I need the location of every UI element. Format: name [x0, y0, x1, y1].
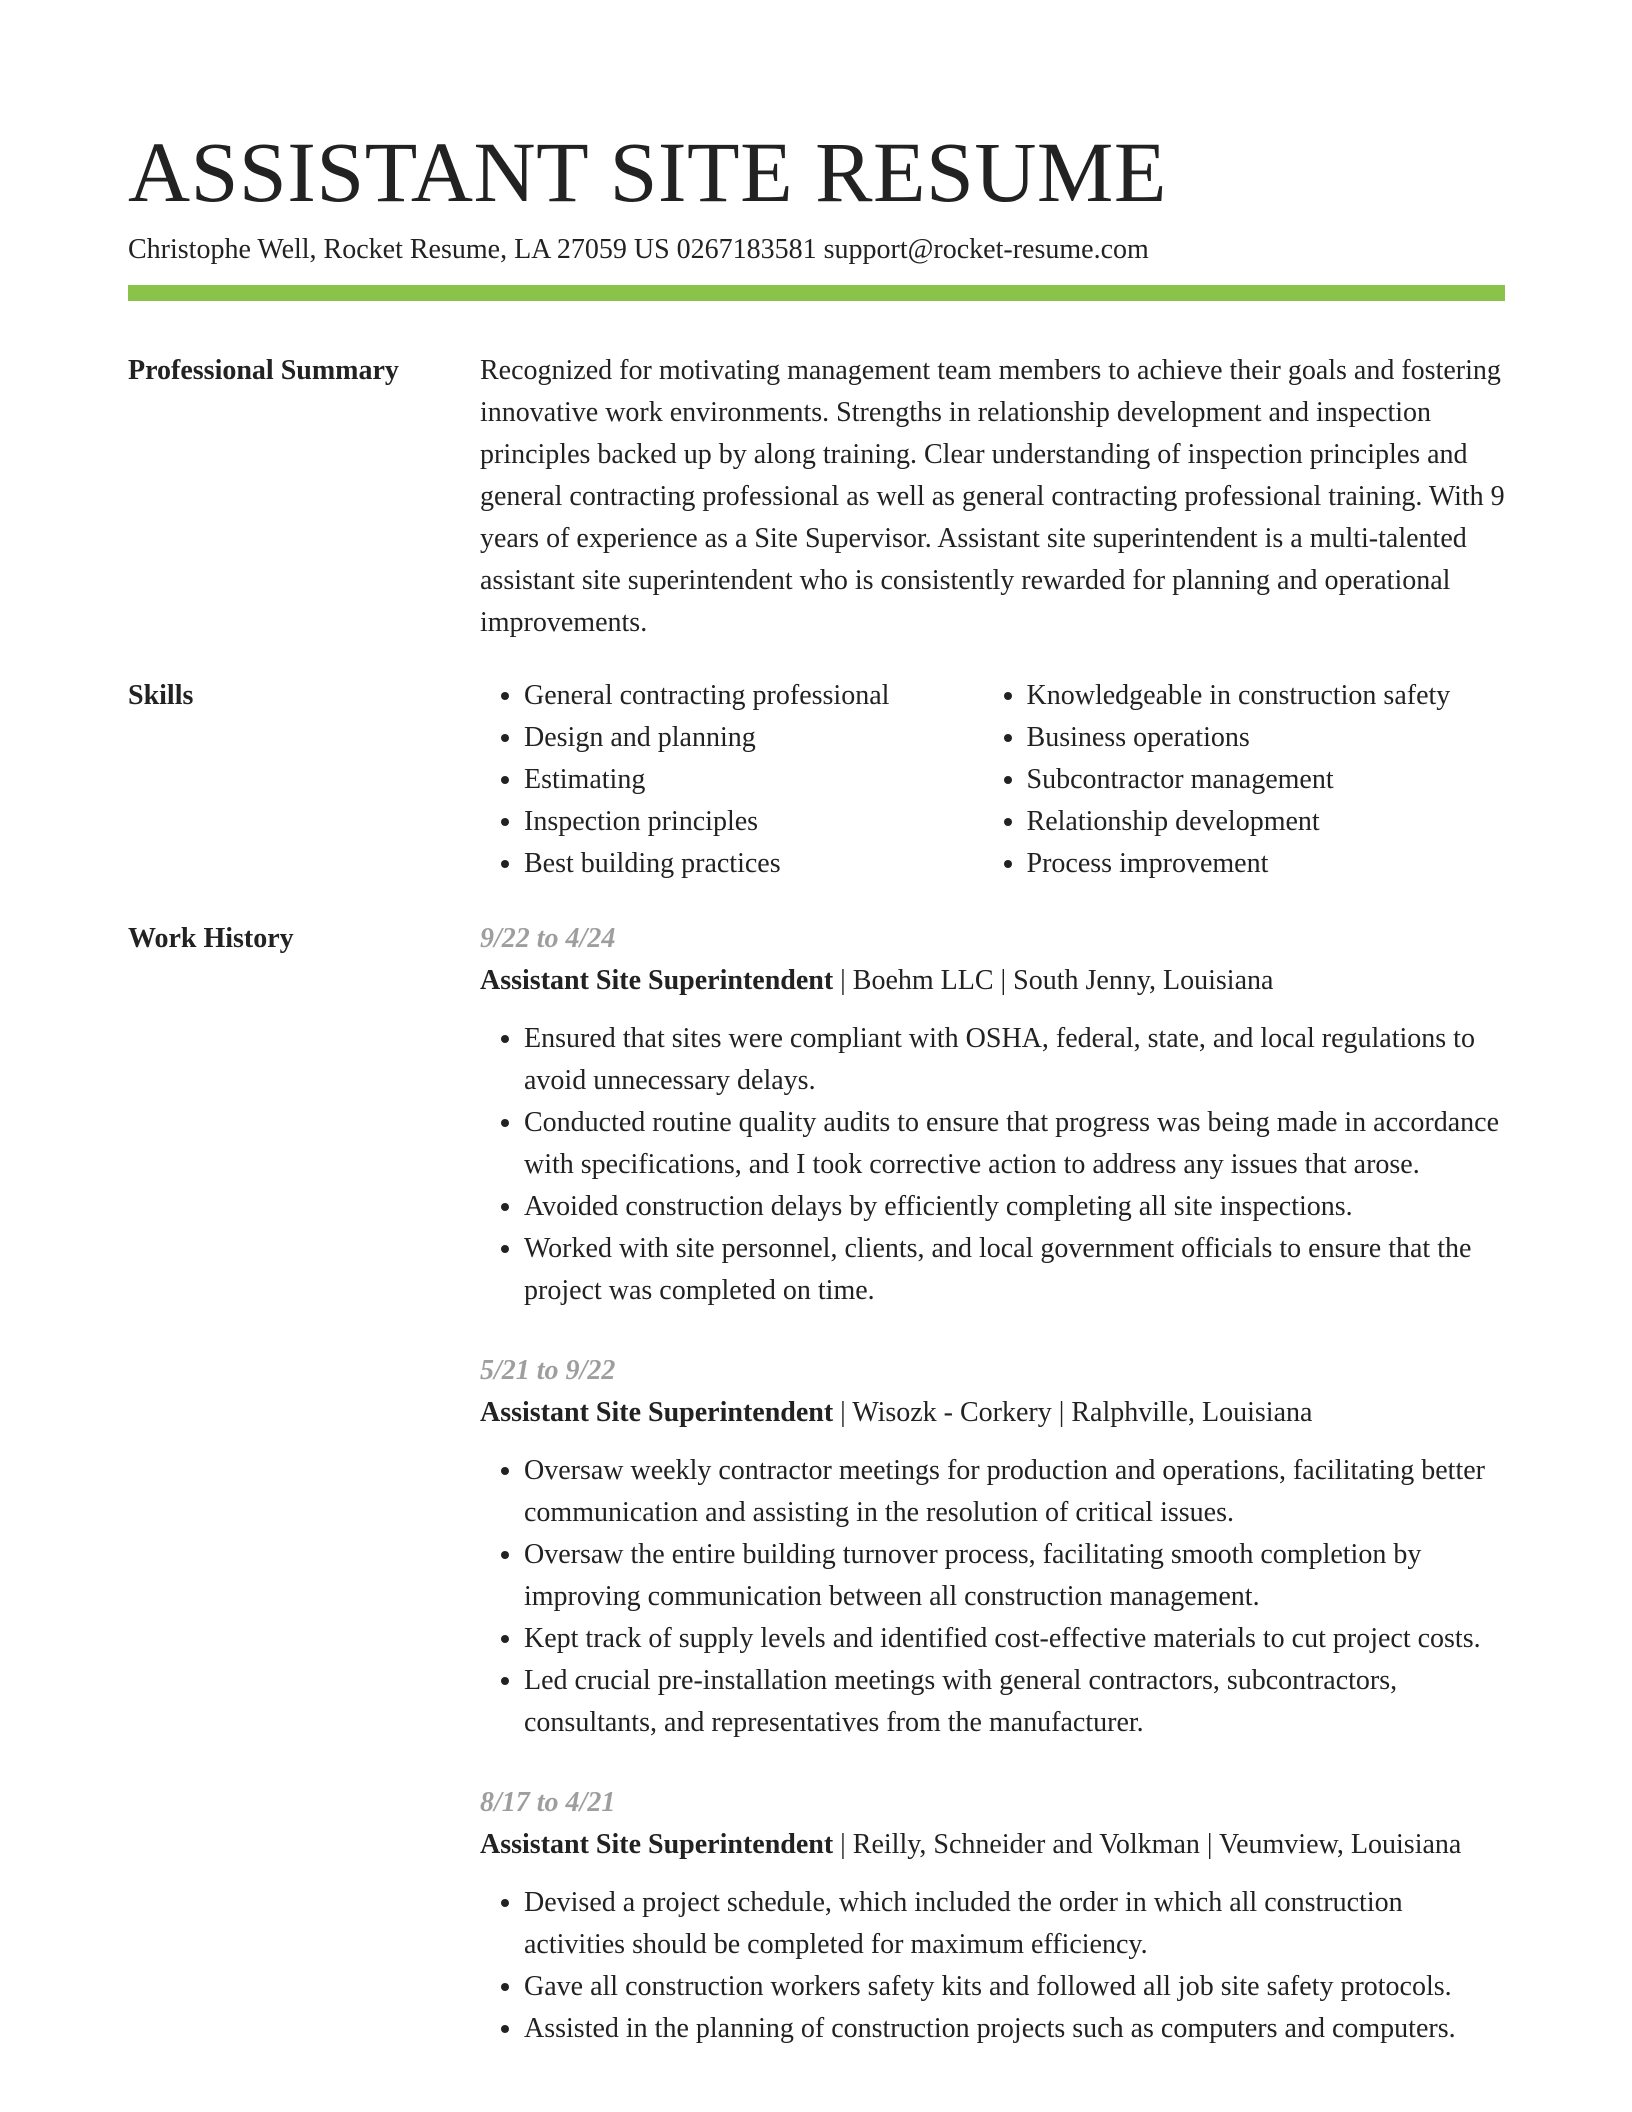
job-heading [480, 960, 1505, 1002]
skill-item: • Design and planning [524, 717, 983, 759]
skills-body [480, 675, 1505, 885]
job-bullet: • Avoided construction delays by efficiently completing all site inspections. [524, 1186, 1505, 1228]
skills-list-left [480, 675, 983, 885]
job-title: Assistant Site Superintendent [480, 1829, 834, 1860]
job-entry [480, 1782, 1505, 2050]
skill-item: • Process improvement [1027, 843, 1505, 885]
job-bullet: • Worked with site personnel, clients, and local government officials to ensure that the project was completed on time. [524, 1228, 1505, 1312]
summary-body [480, 350, 1505, 644]
summary-text: Recognized for motivating management team members to achieve their goals and fostering innovative work environments. Strengths in relationship development and inspection principles backed up by along training. Clear understanding of inspection principles and general contracting professional as well as general contracting professional training. With 9 years of experience as a Site Supervisor. Assistant site superintendent is a multi-talented assistant site superintendent who is consistently rewarded for planning and operational improvements. [480, 355, 1505, 638]
job-bullet: • Ensured that sites were compliant with OSHA, federal, state, and local regulations to avoid unnecessary delays. [524, 1018, 1505, 1102]
job-dates: 8/17 to 4/21 [480, 1787, 616, 1818]
job-heading [480, 1392, 1505, 1434]
skills-columns [480, 675, 1505, 885]
job-heading [480, 1824, 1505, 1866]
skill-item: • General contracting professional [524, 675, 983, 717]
job-bullet: • Oversaw the entire building turnover process, facilitating smooth completion by improving communication between all construction management. [524, 1534, 1505, 1618]
job-details: | Boehm LLC | South Jenny, Louisiana [833, 965, 1274, 996]
job-entry [480, 1350, 1505, 1744]
section-label-work-history: Work History [128, 923, 294, 954]
skill-item: • Knowledgeable in construction safety [1027, 675, 1505, 717]
skill-item: • Relationship development [1027, 801, 1505, 843]
job-dates: 5/21 to 9/22 [480, 1355, 616, 1386]
skill-item: • Subcontractor management [1027, 759, 1505, 801]
skill-item: • Business operations [1027, 717, 1505, 759]
resume-title: ASSISTANT SITE RESUME [128, 124, 1167, 220]
job-bullet: • Led crucial pre-installation meetings with general contractors, subcontractors, consultants, and representatives from the manufacturer. [524, 1660, 1505, 1744]
job-bullet: • Assisted in the planning of construction projects such as computers and computers. [524, 2008, 1505, 2050]
job-dates: 9/22 to 4/24 [480, 923, 616, 954]
job-bullet-list [480, 1018, 1505, 1312]
job-bullet-list [480, 1450, 1505, 1744]
job-bullet: • Conducted routine quality audits to ensure that progress was being made in accordance with specifications, and I took corrective action to address any issues that arose. [524, 1102, 1505, 1186]
job-bullet: • Oversaw weekly contractor meetings for production and operations, facilitating better communication and assisting in the resolution of critical issues. [524, 1450, 1505, 1534]
contact-line: Christophe Well, Rocket Resume, LA 27059 US 0267183581 support@rocket-resume.com [128, 234, 1149, 265]
job-details: | Wisozk - Corkery | Ralphville, Louisiana [833, 1397, 1313, 1428]
skill-item: • Estimating [524, 759, 983, 801]
job-title: Assistant Site Superintendent [480, 965, 834, 996]
skill-item: • Best building practices [524, 843, 983, 885]
work-history-body [480, 918, 1505, 2088]
job-bullet-list [480, 1882, 1505, 2050]
skills-list-right [983, 675, 1505, 885]
job-details: | Reilly, Schneider and Volkman | Veumview, Louisiana [833, 1829, 1462, 1860]
accent-divider [128, 285, 1505, 301]
skill-item: • Inspection principles [524, 801, 983, 843]
job-bullet: • Gave all construction workers safety kits and followed all job site safety protocols. [524, 1966, 1505, 2008]
job-bullet: • Devised a project schedule, which included the order in which all construction activities should be completed for maximum efficiency. [524, 1882, 1505, 1966]
job-bullet: • Kept track of supply levels and identified cost-effective materials to cut project costs. [524, 1618, 1505, 1660]
job-entry [480, 918, 1505, 1312]
section-label-summary: Professional Summary [128, 355, 399, 386]
section-label-skills: Skills [128, 680, 194, 711]
job-title: Assistant Site Superintendent [480, 1397, 834, 1428]
